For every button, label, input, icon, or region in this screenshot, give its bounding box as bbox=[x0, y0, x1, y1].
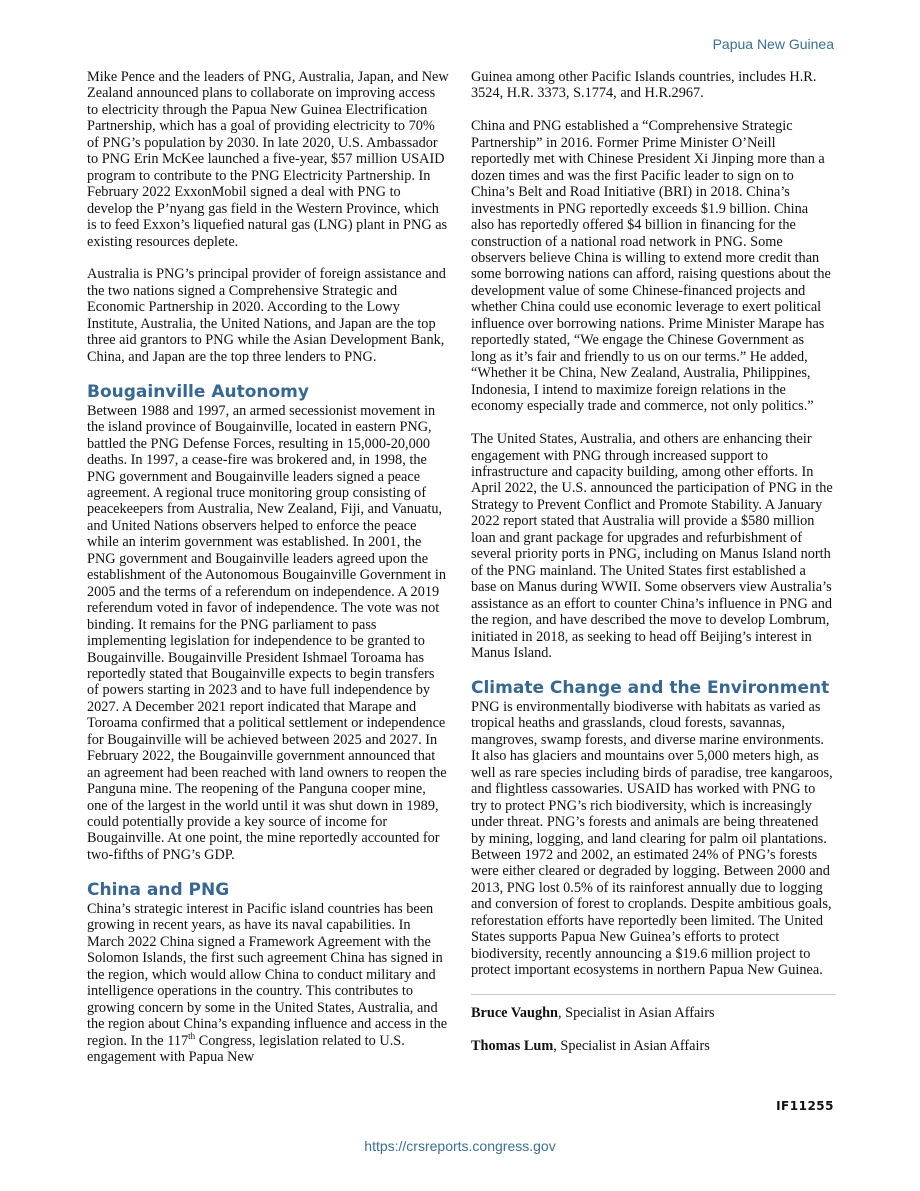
author-role: , Specialist in Asian Affairs bbox=[558, 1004, 715, 1021]
paragraph-china-partnership: China and PNG established a “Comprehensive Strategic Partnership” in 2016. Former Prime Minister O’Neill reportedly met with Chinese President Xi Jinping more than a dozen times and was the first Pacific leader to sign on to China’s Belt and Road Initiative (BRI) in 2018. China’s investments in PNG reportedly exceeds $1.9 billion. China also has reportedly offered $4 billion in financing for the construction of a national road network in PNG. Some observers believe China is willing to extend more credit than some borrowing nations can afford, raising questions about the development value of some Chinese-financed projects and whether China could use economic leverage to exert political influence over borrowing nations. Prime Minister Marape has reportedly stated, “We engage the Chinese Government as long as it’s fair and friendly to us on our terms.” He added, “Whether it be China, New Zealand, Australia, Philippines, Indonesia, I intend to maximize foreign relations in the economy especially trade and commerce, not only politics.” bbox=[471, 118, 831, 415]
running-header: Papua New Guinea bbox=[712, 36, 834, 52]
author-name: Thomas Lum bbox=[471, 1037, 554, 1054]
heading-climate-change: Climate Change and the Environment bbox=[471, 677, 830, 698]
superscript-th: th bbox=[188, 1030, 196, 1041]
author-line bbox=[471, 1005, 833, 1021]
paragraph-australia-assistance: Australia is PNG’s principal provider of foreign assistance and the two nations signed a Comprehensive Strategic and Economic Partnership in 2020. According to the Lowy Institute, Australia, the United Nations, and Japan are the top three aid grantors to PNG while the Asian Development Bank, China, and Japan are the top three lenders to PNG. bbox=[87, 266, 446, 365]
paragraph-legislation-continued: Guinea among other Pacific Islands countries, includes H.R. 3524, H.R. 3373, S.1774, and H.R.2967. bbox=[471, 69, 817, 102]
paragraph-climate: PNG is environmentally biodiverse with habitats as varied as tropical heaths and grasslands, cloud forests, savannas, mangroves, swamp forests, and diverse marine environments. It also has glaciers and mountains over 5,000 meters high, as well as rare species including birds of paradise, tree kangaroos, and flightless cassowaries. USAID has worked with PNG to try to protect PNG’s rich biodiversity, which is increasingly under threat. PNG’s forests and animals are being threatened by mining, logging, and land clearing for palm oil plantations. Between 1972 and 2002, an estimated 24% of PNG’s forests were either cleared or degraded by logging. Between 2000 and 2013, PNG lost 0.5% of its rainforest annually due to logging and conversion of forest to croplands. Despite ambitious goals, reforestation efforts have reportedly been limited. The United States supports Papua New Guinea’s efforts to protect biodiversity, recently announcing a $19.6 million project to protect important ecosystems in northern Papua New Guinea. bbox=[471, 698, 833, 979]
right-column bbox=[471, 69, 833, 1071]
footer-url-link[interactable]: https://crsreports.congress.gov bbox=[364, 1138, 556, 1154]
paragraph-bougainville: Between 1988 and 1997, an armed secessionist movement in the island province of Bougainville, located in eastern PNG, battled the PNG Defense Forces, resulting in 15,000-20,000 deaths. In 1997, a cease-fire was brokered and, in 1998, the PNG government and Bougainville leaders signed a peace agreement. A regional truce monitoring group consisting of peacekeepers from Australia, New Zealand, Fiji, and Vanuatu, and United Nations observers helped to enforce the peace while an interim government was established. In 2001, the PNG government and Bougainville leaders agreed upon the establishment of the Autonomous Bougainville Government in 2005 and the terms of a referendum on independence. A 2019 referendum voted in favor of independence. The vote was not binding. It remains for the PNG parliament to pass implementing legislation for independence to be granted to Bougainville. Bougainville President Ishmael Toroama has reportedly stated that Bougainville expects to begin transfers of powers starting in 2023 and to have full independence by 2027. A December 2021 report indicated that Marape and Toroama confirmed that a political settlement or independence for Bougainville will be achieved between 2025 and 2027. In February 2022, the Bougainville government announced that an agreement had been reached with land owners to reopen the Panguna mine. The reopening of the Panguna cooper mine, one of the largest in the world until it was shut down in 1989, could potentially provide a key source of income for Bougainville. At one point, the mine reportedly accounted for two-fifths of PNG’s GDP. bbox=[87, 402, 447, 863]
author-role: , Specialist in Asian Affairs bbox=[553, 1037, 710, 1054]
text-china-a: China’s strategic interest in Pacific island countries has been growing in recent years, as have its naval capabilities. In March 2022 China signed a Framework Agreement with the Solomon Islands, the first such agreement China has signed in the region, which would allow China to conduct military and intelligence operations in the country. This contributes to growing concern by some in the United States, Australia, and the region about China’s expanding influence and access in the region. In the 117 bbox=[87, 900, 448, 1049]
heading-china-and-png: China and PNG bbox=[87, 879, 230, 900]
author-divider bbox=[471, 994, 836, 995]
text-china-b: Congress, legislation related to U.S. engagement with Papua New bbox=[87, 1032, 405, 1065]
paragraph-us-engagement: The United States, Australia, and others are enhancing their engagement with PNG through increased support to infrastructure and capacity building, among other efforts. In April 2022, the U.S. announced the participation of PNG in the Strategy to Prevent Conflict and Promote Stability. A January 2022 report stated that Australia will provide a $580 million loan and grant package for upgrades and refurbishment of several priority ports in PNG, including on Manus Island north of the PNG mainland. The United States first established a base on Manus during WWII. Some observers view Australia’s assistance as an effort to counter China’s influence in PNG and the region, and have described the move to develop Lombrum, initiated in 2018, as seeking to head off Beijing’s interest in Manus Island. bbox=[471, 431, 833, 661]
paragraph-china-strategic-interest bbox=[87, 901, 449, 1066]
left-column bbox=[87, 69, 449, 1065]
document-id: IF11255 bbox=[776, 1099, 834, 1113]
paragraph-electrification: Mike Pence and the leaders of PNG, Australia, Japan, and New Zealand announced plans to collaborate on improving access to electricity through the Papua New Guinea Electrification Partnership, which has a goal of providing electricity to 70% of PNG’s population by 2030. In late 2020, U.S. Ambassador to PNG Erin McKee launched a five-year, $57 million USAID program to contribute to the PNG Electricity Partnership. In February 2022 ExxonMobil signed a deal with PNG to develop the P’nyang gas field in the Western Province, which is to feed Exxon’s liquefied natural gas (LNG) plant in PNG as existing resources deplete. bbox=[87, 69, 449, 250]
heading-bougainville-autonomy: Bougainville Autonomy bbox=[87, 381, 309, 402]
author-line bbox=[471, 1038, 833, 1054]
author-name: Bruce Vaughn bbox=[471, 1004, 559, 1021]
